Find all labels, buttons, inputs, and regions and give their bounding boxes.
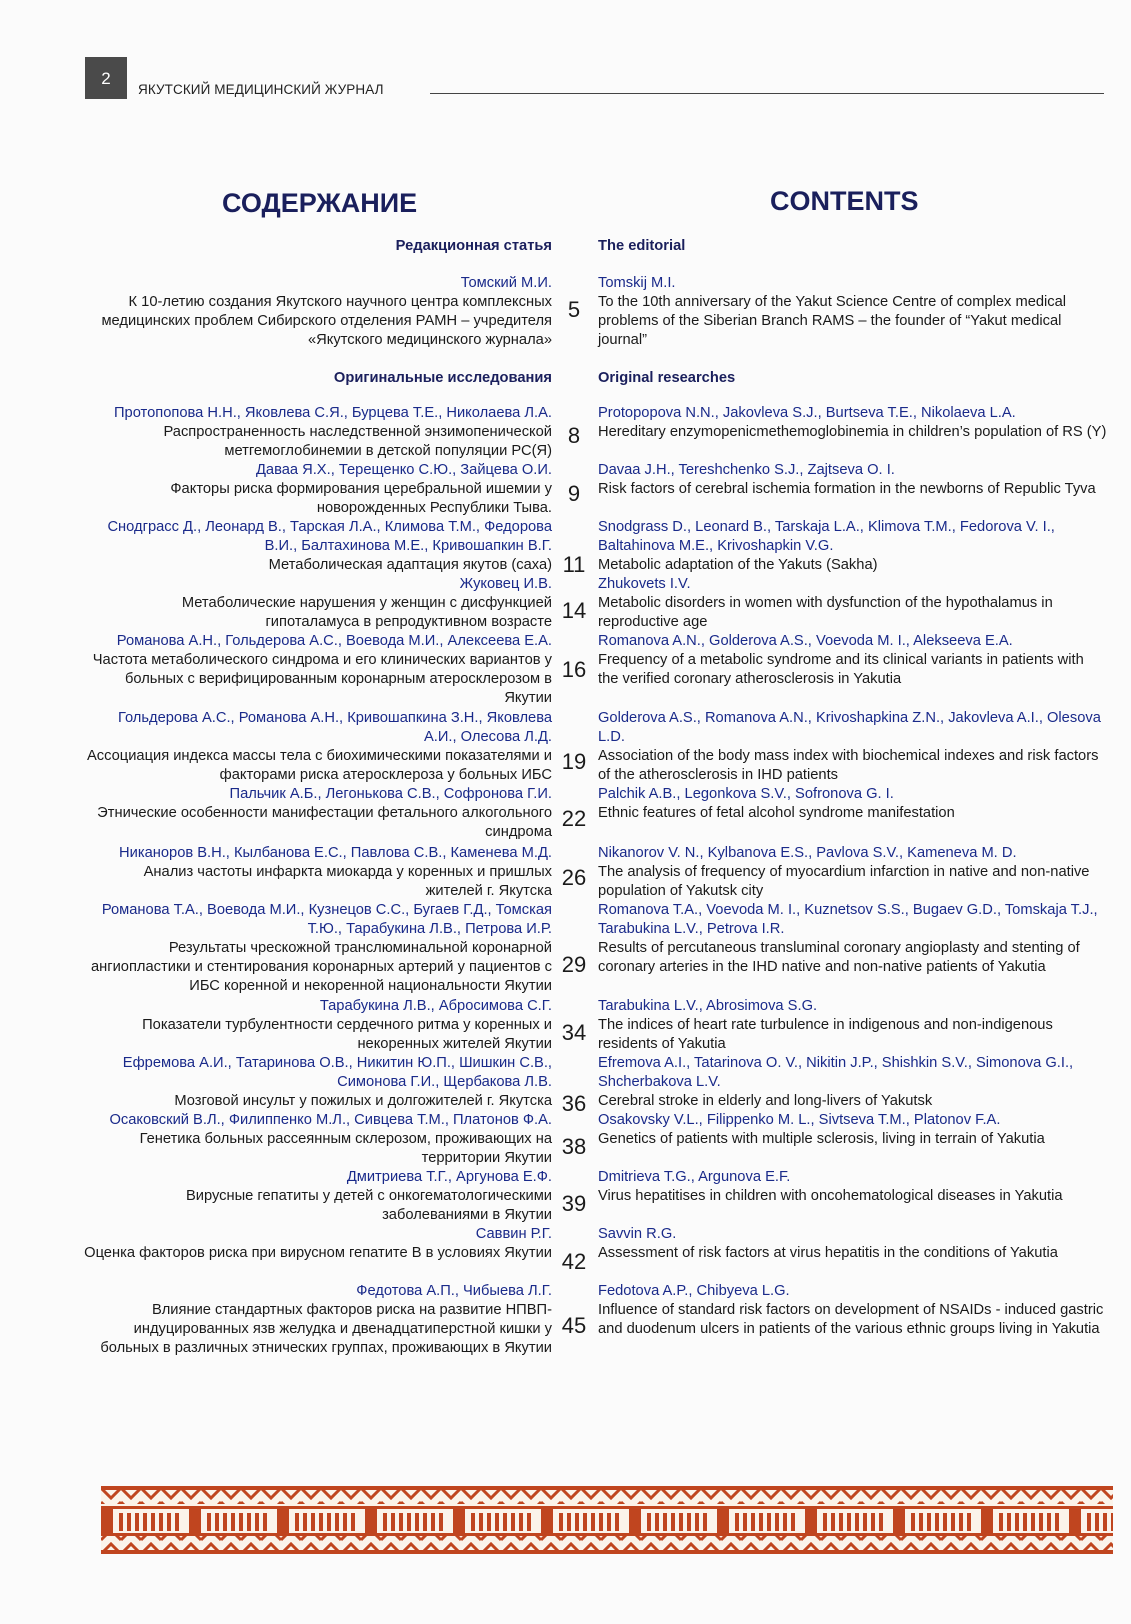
entry-title-ru: Этнические особенности манифестации фетального алкогольного синдрома bbox=[97, 805, 552, 840]
entry-title-ru: Показатели турбулентности сердечного ритма у коренных и некоренных жителей Якутии bbox=[142, 1017, 552, 1052]
entry-authors-ru: Никаноров В.Н., Кылбанова Е.С., Павлова С.В., Каменева М.Д. bbox=[119, 845, 552, 861]
entry-authors-en: Zhukovets I.V. bbox=[598, 576, 691, 592]
entry-title-en: Risk factors of cerebral ischemia formation in the newborns of Republic Tyva bbox=[598, 481, 1096, 497]
entry-title-en: Genetics of patients with multiple sclerosis, living in terrain of Yakutia bbox=[598, 1131, 1045, 1147]
toc-entry-ru bbox=[84, 997, 552, 1054]
entry-title-ru: К 10-летию создания Якутского научного центра комплексных медицинских проблем Сибирского отделения РАМН – учредителя «Якутского медицинского журнала» bbox=[101, 294, 552, 348]
toc-entry-ru bbox=[84, 1168, 552, 1225]
entry-authors-ru: Пальчик А.Б., Легонькова С.В., Софронова Г.И. bbox=[229, 786, 552, 802]
toc-entry-ru bbox=[84, 844, 552, 901]
entry-authors-ru: Федотова А.П., Чибыева Л.Г. bbox=[356, 1283, 552, 1299]
toc-entry-en bbox=[598, 575, 1108, 632]
entry-title-ru: Факторы риска формирования церебральной ишемии у новорожденных Республики Тыва. bbox=[170, 481, 552, 516]
toc-entry-ru bbox=[84, 901, 552, 996]
entry-page-number: 26 bbox=[561, 865, 587, 890]
entry-authors-en: Davaa J.H., Tereshchenko S.J., Zajtseva O. I. bbox=[598, 462, 895, 478]
entry-title-en: Influence of standard risk factors on development of NSAIDs - induced gastric and duodenum ulcers in patients of the various ethnic groups living in Yakutia bbox=[598, 1302, 1104, 1337]
entry-title-ru: Распространенность наследственной энзимопенической метгемоглобинемии в детской популяции РС(Я) bbox=[163, 424, 552, 459]
toc-entry-en bbox=[598, 709, 1108, 785]
entry-title-ru: Влияние стандартных факторов риска на развитие НПВП-индуцированных язв желудка и двенадцатиперстной кишки у больных в различных этнических группах, проживающих в Якутии bbox=[100, 1302, 552, 1356]
page-number: 2 bbox=[85, 57, 127, 99]
entry-page-number: 45 bbox=[561, 1313, 587, 1338]
entry-title-en: Metabolic adaptation of the Yakuts (Sakha) bbox=[598, 557, 878, 573]
entry-authors-ru: Даваа Я.Х., Терещенко С.Ю., Зайцева О.И. bbox=[255, 462, 552, 478]
entry-authors-en: Palchik A.B., Legonkova S.V., Sofronova G. I. bbox=[598, 786, 894, 802]
toc-entry-en bbox=[598, 404, 1108, 442]
entry-title-ru: Генетика больных рассеянным склерозом, проживающих на территории Якутии bbox=[139, 1131, 552, 1166]
toc-entry-ru bbox=[84, 274, 552, 350]
entry-page-number: 11 bbox=[562, 552, 586, 577]
entry-authors-ru: Саввин Р.Г. bbox=[475, 1226, 552, 1242]
toc-entry-ru bbox=[84, 461, 552, 518]
entry-title-ru: Анализ частоты инфаркта миокарда у коренных и пришлых жителей г. Якутска bbox=[143, 864, 552, 899]
toc-entry-en bbox=[598, 461, 1108, 499]
section-title-en: Original researches bbox=[598, 370, 736, 386]
entry-title-ru: Результаты чрескожной транслюминальной коронарной ангиопластики и стентирования коронарных артерий у пациентов с ИБС коренной и некоренной национальности Якутии bbox=[90, 940, 552, 994]
entry-authors-en: Romanova T.A., Voevoda M. I., Kuznetsov S.S., Bugaev G.D., Tomskaja T.J., Tarabukina L.V., Petrova I.R. bbox=[598, 902, 1098, 937]
toc-entry-ru bbox=[84, 1282, 552, 1358]
entry-authors-en: Romanova A.N., Golderova A.S., Voevoda M. I., Alekseeva E.A. bbox=[598, 633, 1013, 649]
entry-authors-en: Tarabukina L.V., Abrosimova S.G. bbox=[598, 998, 818, 1014]
toc-entry-ru bbox=[84, 632, 552, 708]
entry-authors-en: Tomskij M.I. bbox=[598, 275, 676, 291]
section-title-ru: Оригинальные исследования bbox=[333, 370, 552, 386]
toc-entry-en bbox=[598, 1225, 1108, 1263]
entry-title-en: The indices of heart rate turbulence in indigenous and non-indigenous residents of Yakutia bbox=[598, 1017, 1053, 1052]
toc-entry-en bbox=[598, 518, 1108, 575]
entry-page-number: 14 bbox=[561, 598, 587, 623]
toc-entry-ru bbox=[84, 1225, 552, 1263]
entry-authors-en: Dmitrieva T.G., Argunova E.F. bbox=[598, 1169, 791, 1185]
ornament-border bbox=[101, 1486, 1113, 1554]
entry-title-en: Assessment of risk factors at virus hepatitis in the conditions of Yakutia bbox=[598, 1245, 1058, 1261]
entry-page-number: 16 bbox=[561, 657, 587, 682]
entry-authors-ru: Романова Т.А., Воевода М.И., Кузнецов С.С., Бугаев Г.Д., Томская Т.Ю., Тарабукина Л.В., Петрова И.Р. bbox=[101, 902, 552, 937]
entry-title-ru: Оценка факторов риска при вирусном гепатите В в условиях Якутии bbox=[84, 1245, 552, 1261]
toc-entry-en bbox=[598, 1111, 1108, 1149]
entry-page-number: 39 bbox=[561, 1191, 587, 1216]
entry-page-number: 34 bbox=[561, 1020, 587, 1045]
entry-title-ru: Метаболическая адаптация якутов (саха) bbox=[268, 557, 552, 573]
entry-authors-ru: Томский М.И. bbox=[460, 275, 552, 291]
entry-title-en: The analysis of frequency of myocardium infarction in native and non-native population of Yakutsk city bbox=[598, 864, 1090, 899]
entry-title-en: Association of the body mass index with biochemical indexes and risk factors of the atherosclerosis in IHD patients bbox=[598, 748, 1099, 783]
header-rule bbox=[430, 93, 1104, 94]
toc-entry-en bbox=[598, 1282, 1108, 1339]
entry-page-number: 5 bbox=[567, 297, 581, 322]
toc-entry-en bbox=[598, 785, 1108, 823]
toc-entry-en bbox=[598, 274, 1108, 350]
entry-title-ru: Ассоциация индекса массы тела с биохимическими показателями и факторами риска атеросклероза у больных ИБС bbox=[86, 748, 552, 783]
toc-entry-ru bbox=[84, 404, 552, 461]
toc-entry-ru bbox=[84, 785, 552, 842]
journal-title: ЯКУТСКИЙ МЕДИЦИНСКИЙ ЖУРНАЛ bbox=[138, 82, 384, 97]
entry-authors-en: Snodgrass D., Leonard B., Tarskaja L.A., Klimova T.M., Fedorova V. I., Baltahinova M.E., Krivoshapkin V.G. bbox=[598, 519, 1055, 554]
toc-entry-en bbox=[598, 1168, 1108, 1206]
entry-authors-ru: Протопопова Н.Н., Яковлева С.Я., Бурцева Т.Е., Николаева Л.А. bbox=[113, 405, 552, 421]
entry-authors-ru: Ефремова А.И., Татаринова О.В., Никитин Ю.П., Шишкин С.В., Симонова Г.И., Щербакова Л.В. bbox=[122, 1055, 552, 1090]
toc-entry-ru bbox=[84, 1054, 552, 1111]
entry-authors-ru: Тарабукина Л.В., Абросимова С.Г. bbox=[319, 998, 552, 1014]
entry-title-en: Hereditary enzymopenicmethemoglobinemia in children’s population of RS (Y) bbox=[598, 424, 1107, 440]
entry-title-ru: Вирусные гепатиты у детей с онкогематологическими заболеваниями в Якутии bbox=[185, 1188, 552, 1223]
entry-title-en: Results of percutaneous transluminal coronary angioplasty and stenting of coronary arteries in the IHD native and non-native patients of Yakutia bbox=[598, 940, 1080, 975]
entry-page-number: 36 bbox=[561, 1091, 587, 1116]
toc-entry-en bbox=[598, 844, 1108, 901]
entry-page-number: 29 bbox=[561, 952, 587, 977]
entry-page-number: 38 bbox=[561, 1134, 587, 1159]
toc-entry-en bbox=[598, 632, 1108, 689]
entry-page-number: 22 bbox=[561, 806, 587, 831]
contents-heading-ru: СОДЕРЖАНИЕ bbox=[222, 188, 418, 218]
entry-title-en: Virus hepatitises in children with oncohematological diseases in Yakutia bbox=[598, 1188, 1063, 1204]
entry-authors-ru: Романова А.Н., Гольдерова А.С., Воевода М.И., Алексеева Е.А. bbox=[116, 633, 552, 649]
section-title-en: The editorial bbox=[598, 238, 686, 254]
entry-authors-en: Golderova A.S., Romanova A.N., Krivoshapkina Z.N., Jakovleva A.I., Olesova L.D. bbox=[598, 710, 1101, 745]
section-title-ru: Редакционная статья bbox=[395, 238, 552, 254]
toc-entry-en bbox=[598, 997, 1108, 1054]
entry-authors-ru: Осаковский В.Л., Филиппенко М.Л., Сивцева Т.М., Платонов Ф.А. bbox=[109, 1112, 552, 1128]
entry-title-en: Frequency of a metabolic syndrome and its clinical variants in patients with the verified coronary atherosclerosis in Yakutia bbox=[598, 652, 1084, 687]
entry-authors-en: Nikanorov V. N., Kylbanova E.S., Pavlova S.V., Kameneva M. D. bbox=[598, 845, 1017, 861]
entry-title-en: Ethnic features of fetal alcohol syndrome manifestation bbox=[598, 805, 955, 821]
entry-title-ru: Метаболические нарушения у женщин с дисфункцией гипоталамуса в репродуктивном возрасте bbox=[181, 595, 552, 630]
entry-title-en: Cerebral stroke in elderly and long-livers of Yakutsk bbox=[598, 1093, 933, 1109]
entry-title-en: Metabolic disorders in women with dysfunction of the hypothalamus in reproductive age bbox=[598, 595, 1053, 630]
entry-authors-en: Efremova A.I., Tatarinova O. V., Nikitin J.P., Shishkin S.V., Simonova G.I., Shcherbakova L.V. bbox=[598, 1055, 1074, 1090]
entry-authors-ru: Гольдерова А.С., Романова А.Н., Кривошапкина З.Н., Яковлева А.И., Олесова Л.Д. bbox=[117, 710, 552, 745]
toc-entry-ru bbox=[84, 709, 552, 785]
entry-page-number: 19 bbox=[561, 749, 587, 774]
entry-title-ru: Мозговой инсульт у пожилых и долгожителей г. Якутска bbox=[174, 1093, 552, 1109]
entry-authors-en: Osakovsky V.L., Filippenko M. L., Sivtseva T.M., Platonov F.A. bbox=[598, 1112, 1001, 1128]
entry-title-ru: Частота метаболического синдрома и его клинических вариантов у больных с верифицированным коронарным атеросклерозом в Якутии bbox=[92, 652, 552, 706]
toc-entry-ru bbox=[84, 575, 552, 632]
entry-title-en: To the 10th anniversary of the Yakut Science Centre of complex medical problems of the Siberian Branch RAMS – the founder of “Yakut medical journal” bbox=[598, 294, 1067, 348]
entry-authors-ru: Дмитриева Т.Г., Аргунова Е.Ф. bbox=[346, 1169, 552, 1185]
entry-page-number: 9 bbox=[567, 481, 581, 506]
entry-authors-en: Protopopova N.N., Jakovleva S.J., Burtseva T.E., Nikolaeva L.A. bbox=[598, 405, 1016, 421]
entry-page-number: 8 bbox=[567, 423, 581, 448]
entry-authors-ru: Снодграсс Д., Леонард В., Тарская Л.А., Климова Т.М., Федорова В.И., Балтахинова М.Е., Кривошапкин В.Г. bbox=[107, 519, 552, 554]
toc-entry-en bbox=[598, 901, 1108, 977]
entry-authors-en: Fedotova A.P., Chibyeva L.G. bbox=[598, 1283, 790, 1299]
entry-page-number: 42 bbox=[561, 1249, 587, 1274]
entry-authors-ru: Жуковец И.В. bbox=[459, 576, 552, 592]
entry-authors-en: Savvin R.G. bbox=[598, 1226, 677, 1242]
contents-heading-en: CONTENTS bbox=[770, 186, 919, 216]
toc-entry-ru bbox=[84, 1111, 552, 1168]
toc-entry-en bbox=[598, 1054, 1108, 1111]
toc-entry-ru bbox=[84, 518, 552, 575]
